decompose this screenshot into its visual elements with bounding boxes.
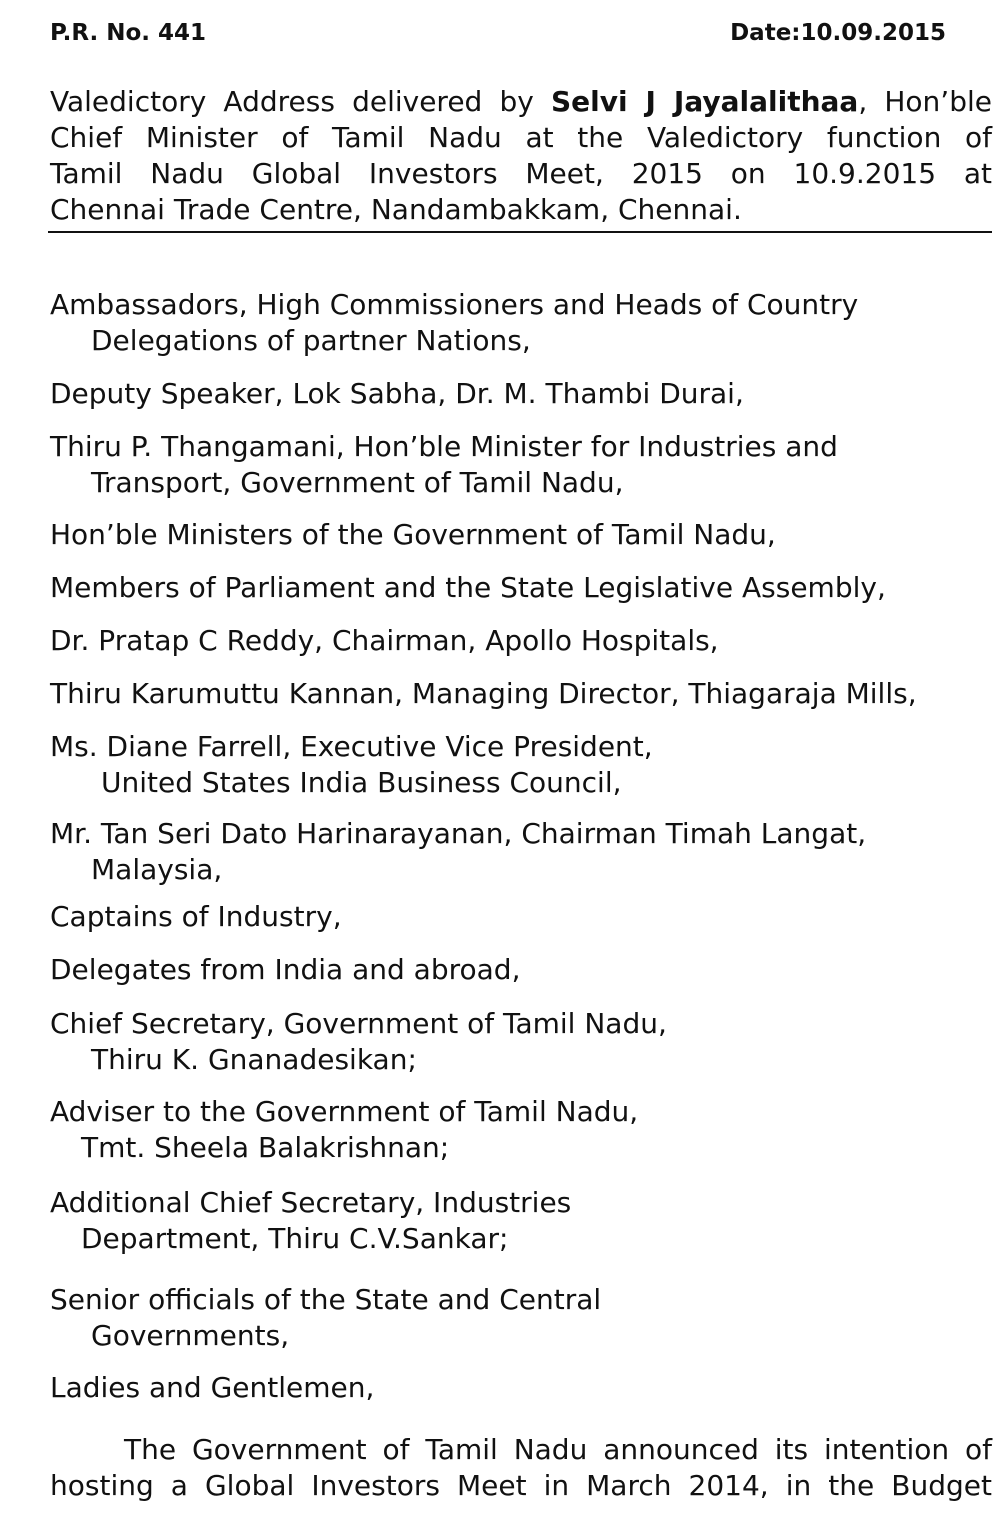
salutation-item: Thiru P. Thangamani, Hon’ble Minister for Industries and Transport, Government of Tamil Nadu, (50, 430, 838, 499)
address-title-line-2: Chief Minister of Tamil Nadu at the Valedictory function of (50, 121, 992, 154)
salutation-item: Ladies and Gentlemen, (50, 1371, 375, 1404)
salutation-item: Captains of Industry, (50, 900, 342, 933)
salutation-item: Senior officials of the State and Central Governments, (50, 1283, 602, 1352)
press-release-number: P.R. No. 441 (50, 20, 207, 46)
salutation-item: Deputy Speaker, Lok Sabha, Dr. M. Thambi Durai, (50, 377, 744, 410)
title-divider (48, 231, 992, 233)
address-title (50, 84, 992, 228)
salutation-item: Chief Secretary, Government of Tamil Nadu, Thiru K. Gnanadesikan; (50, 1007, 667, 1076)
salutation-item: Mr. Tan Seri Dato Harinarayanan, Chairman Timah Langat, Malaysia, (50, 817, 867, 886)
salutation-item: Adviser to the Government of Tamil Nadu, Tmt. Sheela Balakrishnan; (50, 1095, 639, 1164)
salutation-item: Thiru Karumuttu Kannan, Managing Director, Thiagaraja Mills, (50, 677, 917, 710)
body-paragraph-line: hosting a Global Investors Meet in March 2014, in the Budget (50, 1469, 992, 1502)
salutation-item: Hon’ble Ministers of the Government of Tamil Nadu, (50, 518, 776, 551)
address-title-line-1: Valedictory Address delivered by Selvi J Jayalalithaa, Hon’ble (50, 85, 992, 118)
body-paragraph-line: The Government of Tamil Nadu announced its intention of (124, 1433, 992, 1466)
press-release-date: Date:10.09.2015 (730, 20, 946, 46)
salutation-item: Ms. Diane Farrell, Executive Vice President, United States India Business Council, (50, 730, 653, 799)
salutation-item: Members of Parliament and the State Legislative Assembly, (50, 571, 886, 604)
address-title-line-4: Chennai Trade Centre, Nandambakkam, Chennai. (50, 193, 742, 226)
salutation-item: Additional Chief Secretary, Industries Department, Thiru C.V.Sankar; (50, 1186, 572, 1255)
salutation-item: Dr. Pratap C Reddy, Chairman, Apollo Hospitals, (50, 624, 719, 657)
body-paragraph (50, 1432, 992, 1504)
speaker-name: Selvi J Jayalalithaa (550, 85, 859, 118)
salutation-item: Ambassadors, High Commissioners and Heads of Country Delegations of partner Nations, (50, 288, 859, 357)
address-title-line-3: Tamil Nadu Global Investors Meet, 2015 on 10.9.2015 at (50, 157, 992, 190)
salutation-item: Delegates from India and abroad, (50, 953, 521, 986)
